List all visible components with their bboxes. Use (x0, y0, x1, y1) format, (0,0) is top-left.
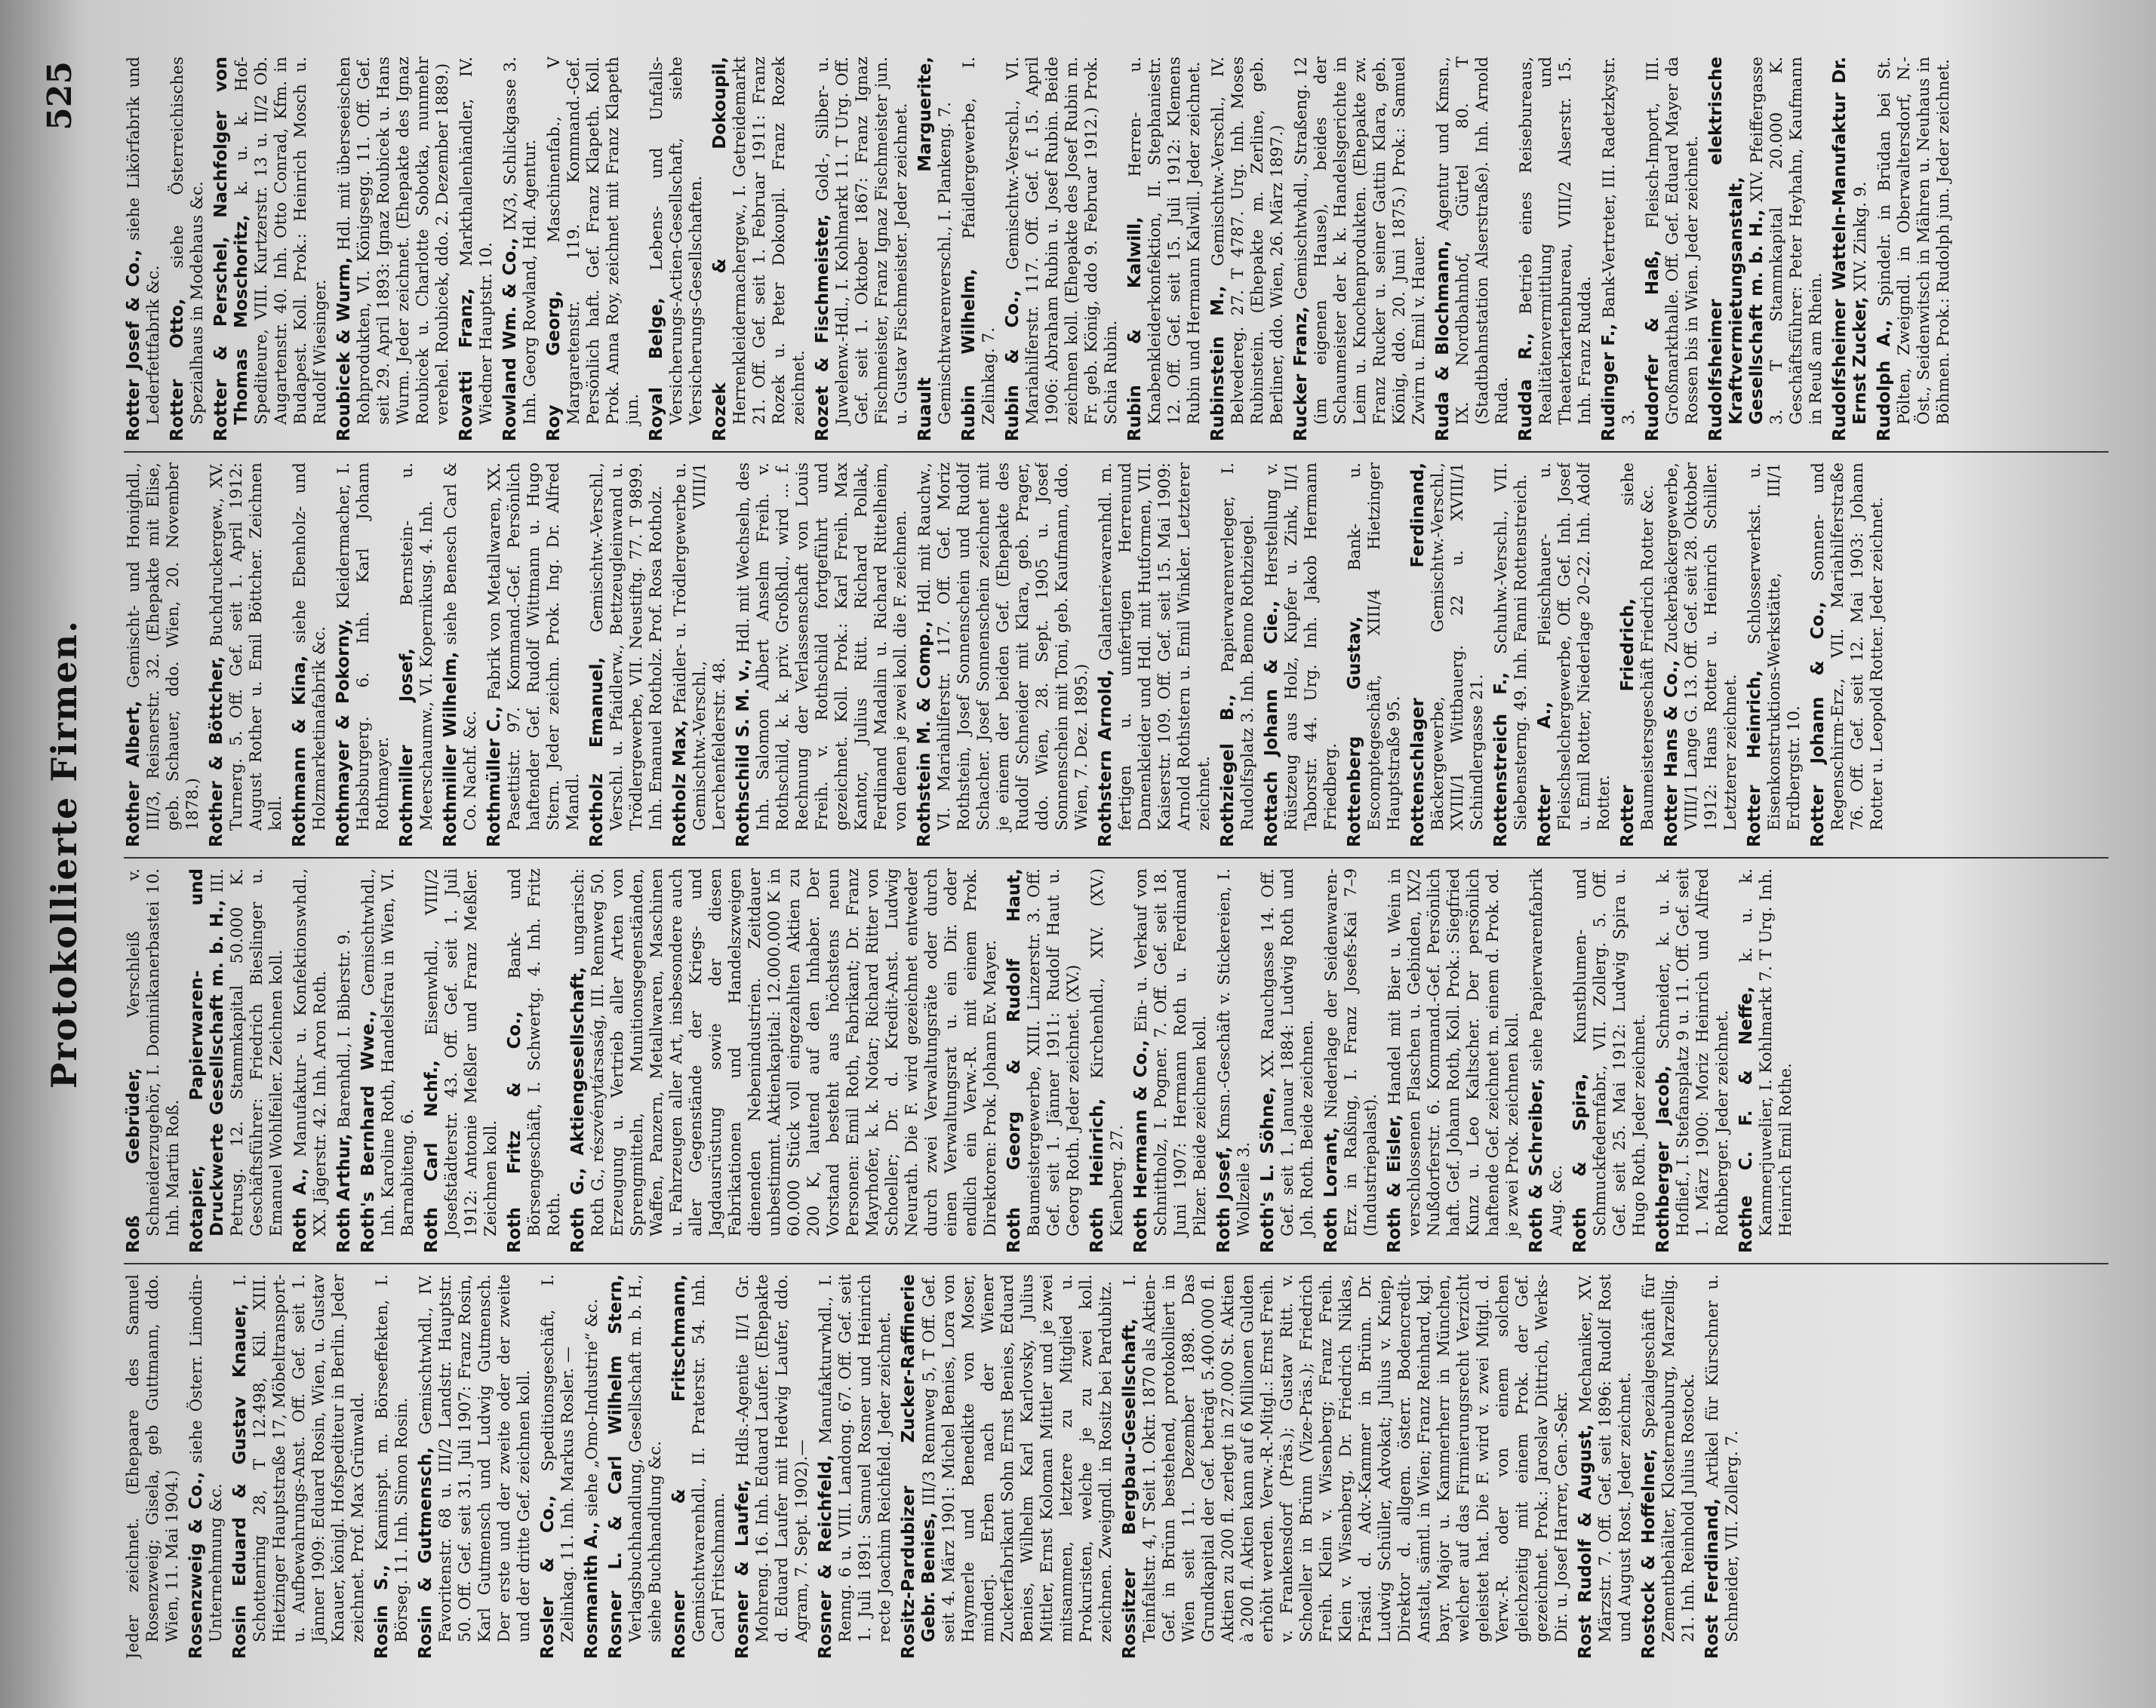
firm-entry (334, 462, 393, 847)
firm-entry (1599, 57, 1639, 441)
firm-description: Barenhdl., I. Biberstr. 9. (334, 929, 354, 1129)
firm-name: Rottenstreich F., (1490, 672, 1511, 847)
firm-description: Herren- u. Knabenkleiderkonfektion, II. Stephaniestr. 12. Off. Gef. seit 15. Juli 1912: Klemens Rubin und Hermann Kalwill. Jeder zeichnet. (1125, 57, 1204, 425)
firm-description: Spindelr. in Brüdan bei St. Pölten, Zweigndl. in Oberwaltersdorf, N.-Öst., Seidenwitsch in Mähren u. Neuhaus in Böhmen. Prok.: Rudolph jun. Jeder zeichnet. (1875, 57, 1953, 425)
firm-name: Rothschild S. M. v., (733, 658, 753, 847)
firm-entry (1218, 462, 1258, 847)
firm-description: Baumeistergewerbe, XIII. Linzerstr. 3. Off. Gef. seit 1. Jänner 1911: Rudolf Haut u. Georg Roth. Jeder zeichnet. (XV.) (1024, 868, 1083, 1236)
firm-description: Speditionsgeschäft, I. Zelinkag. 11. Inh. Markus Rosler. — (538, 1274, 577, 1642)
firm-entry (168, 57, 208, 441)
firm-name: Roth & Schreiber, (1526, 1078, 1546, 1253)
firm-name: Rottenschlager Ferdinand, (1407, 462, 1428, 847)
firm-description: Gemischtwarenverschl., I. Plankeng. 7. (935, 102, 955, 425)
firm-name: Rosner L. & Carl Wilhelm Stern, (605, 1274, 626, 1659)
firm-name: Rosin Eduard & Gustav Knauer, (229, 1303, 250, 1659)
firm-description: Jeder zeichnet. (Ehepaare des Samuel Rosenzweig; Gisela, geb Guttmann, ddo. Wien, 11. Mai 1904.) (123, 1274, 182, 1659)
firm-description: Kunstblumen- und Schmuckfedernfabr., VII. Zollerg. 5. Off. Gef. seit 25. Mai 1912: Ludwig Spira u. Hugo Roth. Jeder zeichnet. (1570, 868, 1649, 1236)
firm-description: Gemischtw.-Verschl., Verschl. u. Pfaidlerw., Bettzeugleinwand u. Trödlergewerbe, VII. Neustiftg. 77. T 9899. Inh. Emanuel Rotholz. Prof. Rosa Rotholz. (587, 462, 666, 831)
firm-name: Roth Georg & Rudolf Haut, (1004, 868, 1024, 1253)
firm-entry (959, 57, 999, 441)
firm-entry (1706, 57, 1826, 441)
firm-name: Rothberger Jacob, (1653, 1065, 1673, 1253)
firm-description: siehe Österr. Limodin-Unternehmung &c. (186, 1274, 226, 1642)
firm-name: Roth Carl Nchf., (421, 1060, 441, 1253)
firm-description: Hdl. mit Rauchw., VI. Mariahilferstr. 117. Off. Gef. Moriz Rothstein, Josef Sonnenschein und Rudolf Schacher. Josef Sonnenschein zeichnet mit je einem der beiden Gef. (Ehepakte des Rudolf Schneider mit Klara, geb. Prager, ddo. Wien, 28. Sept. 1905 u. Josef Sonnenschein mit Toni, geb. Kaufmann, ddo. Wien, 7. Dez. 1895.) (915, 462, 1091, 831)
firm-name: Rudorfer & Haß, (1642, 250, 1662, 441)
firm-entry (1830, 57, 1871, 441)
firm-entry (1875, 57, 1954, 441)
firm-description: Hdls.-Agentie II/1 Gr. Mohreng. 16. Inh. Eduard Laufer. (Ehepakte d. Eduard Laufer mit Hedwig Laufer, ddo. Agram, 7. Sept. 1902).— (733, 1274, 811, 1642)
firm-description: Fleisch-Import, III. Großmarkthalle. Off. Gef. Eduard Mayer da Rossen bis in Wien. Jeder zeichnet. (1643, 57, 1702, 425)
firm-description: III. Petrusg. 12. Stammkapital 50.000 K. Geschäftsführer: Friedrich Bieslinger u. Emanuel Wohlfeiler. Zeichnen koll. (208, 868, 286, 1236)
firm-entry (1618, 462, 1658, 847)
firm-name: Rotter Friedrich, (1617, 598, 1638, 847)
firm-entry (290, 462, 330, 847)
firm-description: Ein- u. Verkauf von Schnittholz, I. Pogner. 7. Off. Gef. seit 18. Juni 1907: Hermann Roth u. Ferdinand Pilzer. Beide zeichnen koll. (1131, 868, 1210, 1236)
firm-description: Handel mit Bier u. Wein in verschlossenen Flaschen u. Gebinden, IX/2 Nußdorferstr. 6. Kommand.-Gef. Persönlich haft. Gef. Johann Roth, Koll. Prok.: Siegfried Kunz u. Leo Kaltscher. Der persönlich haftende Gef. zeichnet m. einem d. Prok. od. je zwei Prok. zeichnen koll. (1385, 868, 1522, 1236)
firm-description: Bäckergewerbe, Gemischtw.-Verschl., XVIII/1 Wittbauerg. 22 u. XVIII/1 Schindlergasse 21. (1428, 462, 1487, 831)
firm-name: Rostock & Hoffelner, (1638, 1448, 1659, 1659)
firm-entry (1662, 462, 1741, 847)
firm-description: siehe Benesch Carl & Co. Nachf. &c. (441, 462, 480, 831)
firm-description: Spezialgeschäft für Zementbehälter, Klosterneuburg, Marzellig. 21. Inh. Reinhold Julius Rostock. (1639, 1274, 1698, 1642)
firm-name: Rother & Böttcher, (206, 656, 226, 847)
firm-description: siehe „Omo-Industrie“ &c. (582, 1298, 601, 1517)
firm-description: Kleidermacher, I. Habsburgerg. 6. Inh. Karl Johann Rothmayer. (334, 462, 392, 831)
firm-name: Rudda R., (1515, 333, 1536, 441)
firm-name: Rudinger F., (1598, 323, 1619, 441)
firm-name: Rotter & Perschel, Nachfolger von Thomas Moschoritz, (211, 57, 251, 441)
firm-entry (1125, 57, 1204, 441)
firm-name: Rudolfsheimer Watteln-Manufaktur Dr. Ernst Zucker, (1829, 57, 1870, 441)
firm-name: Roth G., Aktiengesellschaft, (567, 966, 588, 1253)
firm-entry (422, 868, 501, 1253)
firm-description: Gold-, Silber- u. Juwelenw.-Hdl., I. Kohlmarkt 11. T Urg. Off. Gef. seit 1. Oktober 1867: Franz Ignaz Fischmeister, Franz Ignaz Fischmeister jun. u. Gustav Fischmeister. Jeder zeichnet. (813, 57, 911, 425)
firm-entry (1491, 462, 1531, 847)
firm-name: Ruault Marguerite, (915, 57, 935, 441)
firm-entry (500, 57, 540, 441)
firm-description: Galanteriewarenhdl. m. fertigen u. unfertigen Herrenund Damenkleider und Hdl. mit Hutformen, VII. Kaiserstr. 109. Off. Gef. seit 15. Mai 1909: Arnold Rothstern u. Emil Winkler. Letzterer zeichnet. (1096, 462, 1213, 831)
directory-columns (124, 43, 2116, 1665)
firm-description: Gemischtwarenhdl., II. Praterstr. 54. Inh. Carl Fritschmann. (689, 1274, 728, 1642)
firm-description: Herstellung v. Rüstzeug aus Holz, Kupfer u. Zink, II/1 Taborstr. 44. Urg. Inh. Jakob Hermann Friedberg. (1262, 462, 1340, 831)
firm-entry (813, 57, 912, 441)
directory-column-3 (124, 462, 2108, 847)
firm-description: Gemischtw.-Verschl., VI. Mariahilferstr. 117. Off. Gef. f. 15. April 1906: Abraham Rubin u. Josef Rubin. Beide zeichnen koll. (Ehepakte des Josef Rubin m. Fr. geb. König, ddo 9. Februar 1912.) Prok. Schia Rubin. (1003, 57, 1121, 425)
firm-entry (710, 57, 809, 441)
firm-description: XIV. Pfeiffergasse 3. T Stammkapital 20.000 K. Geschäftsführer: Peter Heyhahn, Kaufmann in Reuß am Rhein. (1747, 57, 1825, 425)
firm-name: Rottach Johann & Cie., (1261, 600, 1281, 847)
firm-entry (207, 462, 286, 847)
firm-name: Rotter Hans & Co., (1661, 659, 1681, 847)
firm-name: Rosin & Gutmensch, (415, 1446, 435, 1659)
firm-entry (899, 1274, 1116, 1659)
firm-entry (606, 1274, 666, 1659)
firm-description: IX/3, Schlickgasse 3. Inh. Georg Rowland, Hdl. Agentur. (500, 57, 540, 425)
firm-entry (441, 462, 481, 847)
firm-name: Rotholz Emanuel, (586, 656, 607, 847)
firm-entry (334, 57, 453, 441)
firm-description: ungarisch: Roth G., részvénytársaság, III. Rennweg 50. Erzeugung u. Vertrieb aller Arten von Sprengmitteln, Munitionsgegenständen, Waffen, Panzern, Metallwaren, Maschinen u. Fahrzeugen aller Art, insbesondere auch aller Gegenstände der Kriegs- und Jagdausrüstung sowie der diesen Fabrikationen und Handelszweigen dienenden Nebenindustrien. Zeitdauer unbestimmt. Aktienkapital: 12.000.000 K in 60.000 Stück voll eingezahlten Aktien zu 200 K, lautend auf den Inhaber. Der Vorstand besteht aus höchstens neun Personen: Emil Roth, Fabrikant; Dr. Franz Mayrhofer, k. k. Notar; Richard Ritter von Schoeller; Dr. d. Kredit-Anst. Ludwig Neurath. Die F. wird gezeichnet entweder durch zwei Verwaltungsräte oder durch einen Verwaltungsrat u. ein Dir. oder endlich ein Verw.-R. mit einem Prok. Direktoren: Prok. Johann Ev. Mayer. (568, 868, 1000, 1236)
firm-description: Sonnen- und Regenschirm-Erz., VII. Mariahilferstraße 76. Off. Gef. seit 12. Mai 1903: Johann Rotter u. Leopold Rotter. Jeder zeichnet. (1808, 462, 1887, 831)
firm-entry (1653, 868, 1733, 1253)
firm-description: Gemischtwhdl., Inh. Karoline Roth, Handelsfrau in Wien, VI. Barnabiteng. 6. (358, 868, 417, 1236)
firm-name: Roth's Bernhard Wwe., (358, 1010, 378, 1253)
firm-description: Kaminspt. m. Börseeffekten, I. Börseg. 11. Inh. Simon Rosin. (372, 1274, 411, 1642)
firm-name: Rotter Josef & Co., (123, 249, 143, 441)
firm-entry (733, 1274, 812, 1659)
firm-entry (1262, 462, 1341, 847)
firm-description: Lebens- und Unfalls-Versicherungs-Actien-Gesellschaft, siehe Versicherungs-Gesellschaften. (647, 57, 706, 425)
firm-description: siehe Papierwarenfabrik Aug. &c. (1527, 868, 1566, 1236)
firm-name: Rothmayer & Pokorny, (333, 619, 353, 847)
firm-name: Rotter A., (1534, 702, 1555, 847)
firm-description: Kirchenhdl., XIV. (XV.) Kienberg. 27. (1087, 868, 1127, 1236)
firm-name: Rothmiller Josef, (396, 648, 417, 847)
firm-description: Pfaidler- u. Trödlergewerbe u. Gemischtw.-Verschl., VIII/1 Lerchenfelderstr. 48. (670, 462, 729, 831)
firm-description: k. u. k. Kammerjuwelier, I. Kohlmarkt 7. T Urg. Inh. Heinrich Emil Rothe. (1736, 868, 1795, 1236)
firm-entry (544, 57, 643, 441)
page-title: Protokollierte Firmen. (43, 619, 85, 1089)
firm-entry (915, 57, 955, 441)
firm-name: Royal Belge, (646, 297, 666, 441)
firm-name: Roth Heinrich, (1087, 1098, 1107, 1253)
firm-name: Rothmüller C., (484, 705, 504, 847)
firm-entry (505, 868, 564, 1253)
firm-description: Bernstein- u. Meerschaumw., VI. Kopernikusg. 4. Inh. (397, 462, 436, 831)
firm-description: Eisenwhdl., VIII/2 Josefstädterstr. 43. Off. Gef. seit 1. Juli 1912: Antonie Meßler und Franz Meßler. Zeichnen koll. (422, 868, 500, 1236)
firm-description: Zuckerbäckergewerbe, VIII/1 Lange G. 13. Off. Gef. seit 28. Oktober 1912: Hans Rotter u. Heinrich Schiller. Letzterer zeichnet. (1662, 462, 1740, 831)
firm-description: XIV. Zinkg. 9. (1850, 181, 1870, 292)
firm-entry (1745, 462, 1804, 847)
firm-name: Rosin S., (371, 1564, 392, 1659)
firm-name: Rotholz Max, (669, 720, 690, 847)
firm-name: Roth's L. Söhne, (1257, 1086, 1278, 1253)
firm-name: Rubin & Co., (1002, 290, 1023, 441)
firm-description: Herrenkleidermachergew., I. Getreidemarkt 21. Off. Gef. seit 1. Februar 1911: Franz Rozek u. Peter Dokoupil. Franz Rozek zeichnet. (730, 57, 808, 425)
firm-name: Rotter Otto, (167, 298, 187, 441)
firm-description: Gemischtwhdl., Straßeng. 12 (im eigenen Hause), beides der Schaumeister der k. k. Handelsgerichte in Leim u. Knochenprodukten. (Ehepakte zw. Franz Rucker u. seiner Gattin Klara, geb. König, ddo. 20. Juni 1875.) Prok.: Samuel Zwirn u. Emil v. Hauer. (1291, 57, 1429, 425)
page-number: 525 (40, 61, 79, 131)
firm-description: siehe Likörfabrik und Lederfettfabrik &c. (124, 57, 163, 425)
firm-entry (1258, 868, 1318, 1253)
firm-description: k. u. k. Hof-Spediteure, VIII. Kurtzerstr. 13 u. II/2 Ob. Augartenstr. 40. Inh. Otto Conrad, Kfm. in Budapest. Koll. Prok.: Heinrich Mosch u. Rudolf Wiesinger. (232, 57, 330, 425)
firm-description: Maschinenfab., V Margaretenstr. 119. Kommand.-Gef. Persönlich haft. Gef. Franz Klapeth. Koll. Prok. Anna Roy, zeichnet mit Franz Klapeth jun. (544, 57, 642, 425)
firm-entry (1516, 57, 1595, 441)
firm-description: Niederlage der Seidenwaren-Erz. in Raßing, I. Franz Josefs-Kai 7–9 (Industriepalast). (1321, 868, 1380, 1236)
firm-name: Rowland Wm. & Co., (500, 238, 520, 441)
firm-name: Rosner & Reichfeld, (815, 1455, 835, 1659)
firm-entry (538, 1274, 578, 1659)
firm-name: Rothmann & Kina, (289, 655, 309, 847)
firm-name: Roß Gebrüder, (123, 1068, 143, 1253)
firm-entry (186, 1274, 226, 1659)
firm-name: Ruda & Blochmann, (1432, 240, 1453, 441)
firm-name: Roth Hermann & Co., (1130, 1040, 1151, 1253)
firm-entry (1643, 57, 1702, 441)
firm-description: Gemischt- und Honighdl., III/3, Reisnerstr. 32. (Ehepakte mit Elise, geb. Schauer, ddo. Wien, 20. November 1878.) (124, 462, 202, 831)
rotated-directory-page (26, 43, 2131, 1665)
firm-description: siehe Ebenholz- und Holzmarketinafabrik &c. (290, 462, 329, 831)
firm-description: Gemischtwhdl., IV. Favoritenstr. 68 u. III/2 Landstr. Hauptstr. 50. Off. Gef. seit 31. Juli 1907: Franz Rosin, Karl Gutmensch und Ludwig Gutmensch. Der erste und der zweite oder der zweite und der dritte Gef. zeichnen koll. (416, 1274, 534, 1642)
firm-description: III/3 Rennweg 5, T Off. Gef. seit 4. März 1901: Michel Benies, Lora von Haymerle und Benedikte von Moser, minderj. Erben nach der Wiener Zuckerfabrikant Sohn Ernst Benies, Eduard Benies, Wilhelm Karl Karlovsky, Julius Mittler, Ernst Koloman Mittler und je zwei mitsammen, letztere zu Mitglied u. Prokuristen, welche je zu zwei koll. zeichnen. Zweigndl. in Rositz bei Pardubitz. (919, 1274, 1115, 1642)
firm-name: Rost Ferdinand, (1702, 1498, 1722, 1659)
firm-entry (1527, 868, 1567, 1253)
firm-entry (230, 1274, 368, 1659)
firm-name: Roy Georg, (543, 290, 564, 441)
firm-description: Schuhw.-Verschl., VII. Siebensterng. 49. Inh. Fanni Rottenstreich. (1491, 462, 1530, 831)
firm-name: Rotter Johann & Co., (1807, 601, 1828, 847)
column-divider (124, 1263, 2108, 1264)
firm-entry (1639, 1274, 1699, 1659)
firm-entry (124, 1274, 183, 1659)
firm-name: Rositz-Pardubizer Zucker-Raffinerie Gebr. Benies, (898, 1274, 939, 1659)
firm-entry (1003, 57, 1121, 441)
firm-entry (124, 868, 183, 1253)
firm-description: siehe Baumeistersgeschäft Friedrich Rotter &c. (1618, 462, 1657, 831)
firm-name: Rosenzweig & Co., (186, 1471, 206, 1659)
firm-name: Rucker Franz, (1290, 306, 1311, 441)
firm-description: XX. Rauchgasse 14. Off. Gef. seit 1. Januar 1884: Ludwig Roth und Joh. Roth. Beide zeichnen. (1258, 868, 1317, 1236)
firm-entry (358, 868, 418, 1253)
firm-description: Bank- u. Escomptegeschäft, XIII/4 Hietzinger Hauptstraße 95. (1345, 462, 1404, 831)
firm-entry (647, 57, 706, 441)
firm-entry (669, 1274, 729, 1659)
firm-name: Rubinstein M., (1207, 285, 1228, 441)
firm-name: Rozek & Dokoupil, (709, 57, 730, 441)
firm-name: Roth A., (290, 1168, 310, 1253)
firm-name: Rother Albert, (123, 700, 143, 847)
firm-entry (1120, 1274, 1572, 1659)
firm-description: Hdl. mit Wechseln, des Inh. Salomon Albert Anselm Freih. v. Rothschild, k. k. priv. Großhdl., wird ... f. Rechnung der Verlassenschaft von Louis Freih. v. Rothschild fortgeführt und gezeichnet. Koll. Prok.: Karl Freih. Max Kantor, Julius Ritt. Richard Pollak, Ferdinand Madalin u. Richard Rittelheim, von denen je zwei koll. die F. zeichnen. (734, 462, 910, 831)
firm-entry (187, 868, 287, 1253)
firm-entry (670, 462, 730, 847)
firm-description: Mechaniker, XV. Märzstr. 7. Off. Gef. seit 1896: Rudolf Rost und August Rost. Jeder zeichnet. (1576, 1274, 1635, 1642)
firm-description: Kmsn.-Geschäft v. Stickereien, I. Wollzeile 3. (1214, 868, 1253, 1236)
firm-entry (124, 462, 203, 847)
firm-description: Markthallenhändler, IV. Wiedner Hauptstr. 10. (457, 57, 496, 425)
firm-name: Rost Rudolf & August, (1575, 1424, 1595, 1659)
firm-description: Betrieb eines Reisebureaus, Realitätenvermittlung und Theaterkartenbureau, VIII/2 Alserstr. 15. Inh. Franz Rudda. (1516, 57, 1595, 425)
firm-entry (1345, 462, 1404, 847)
firm-name: Rothstein M. & Comp., (914, 620, 934, 847)
firm-entry (1131, 868, 1210, 1253)
firm-name: Rudolph A., (1874, 319, 1894, 441)
firm-entry (1096, 462, 1214, 847)
firm-name: Rozet & Fischmeister, (812, 214, 832, 441)
firm-entry (1808, 462, 1887, 847)
firm-description: Bank-Vertreter, III. Radetzkystr. 3. (1599, 57, 1638, 425)
firm-entry (1087, 868, 1127, 1253)
firm-entry (582, 1274, 602, 1659)
firm-name: Roth Fritz & Co., (504, 1011, 524, 1253)
firm-name: Rothziegel B., (1217, 694, 1238, 847)
firm-entry (1736, 868, 1796, 1253)
firm-name: Rosner & Laufer, (732, 1479, 752, 1659)
firm-entry (1291, 57, 1429, 441)
firm-entry (334, 868, 355, 1253)
firm-name: Rosler & Co., (537, 1494, 558, 1659)
firm-description: Pfaidlergewerbe, I. Zelinkag. 7. (959, 57, 998, 425)
firm-entry (416, 1274, 534, 1659)
firm-description: Fabrik von Metallwaren, XX. Pasettistr. 97. Kommand.-Gef. Persönlich haftender Gef. Rudolf Wittmann u. Hugo Stern. Jeder zeichn. Prok. Ing. Dr. Alfred Mandl. (484, 462, 583, 831)
firm-entry (1208, 57, 1287, 441)
firm-name: Roth & Eisler, (1384, 1114, 1404, 1253)
firm-name: Rothe C. F. & Neffe, (1736, 986, 1756, 1253)
firm-name: Rosner & Fritschmann, (669, 1274, 689, 1659)
firm-description: I. Teinfaltstr. 4, T Seit 1. Oktr. 1870 als Aktien-Gef. in Brünn bestehend, protokolliert in Wien seit 11. Dezember 1898. Das Grundkapital der Gef. beträgt 5.400.000 fl. Aktien zu 200 fl. zerlegt in 27.000 St. Aktien à 200 fl. Aktien kann auf 6 Millionen Gulden erhöht werden. Verw.-R.-Mitgl.: Ernst Freih. v. Frankensdorf (Präs.); Gustav Ritt. v. Schoeller in Brünn (Vize-Präs.); Friedrich Freih. Klein v. Wisenberg; Franz Freih. Klein v. Wisenberg, Dr. Friedrich Niklas, Präsid. d. Adv.-Kammer in Brünn. Dr. Ludwig Schüller, Advokat; Julius v. Kniep, Direktor d. allgem. österr. Bodencredit-Anstalt, sämtl. in Wien; Franz Reinhard, kgl. bayr. Major u. Kammerherr in München, welcher auf das Firmierungsrecht Verzicht geleistet hat. Die F. wird v. zwei Mitgl. d. Verw.-R. oder von einem solchen gleichzeitig mit einem Prok. der Gef. gezeichnet. Prok.: Jaroslav Dittrich, Werks-Dir. u. Josef Harrer, Gen.-Sekr. (1120, 1274, 1571, 1642)
firm-description: Verschleiß v. Schneiderzugehör, I. Dominikanerbastei 10. Inh. Martin Roß. (124, 868, 183, 1236)
firm-description: Fleischhauer- u. Fleischselchergewerbe, Off. Gef. Inh. Josef u. Emil Rotter, Niederlage 20–22. Inh. Adolf Rotter. (1535, 462, 1613, 831)
firm-entry (1385, 868, 1523, 1253)
firm-description: Manufaktur- u. Konfektionswhdl., XX. Jägerstr. 42. Inh. Aron Roth. (291, 868, 330, 1236)
firm-name: Roth Josef, (1213, 1146, 1234, 1253)
firm-name: Rossitzer Bergbau-Gesellschaft, (1119, 1318, 1140, 1659)
firm-description: Manufakturwhdl., I. Renng. 6 u. VIII. Landong. 67. Off. Gef. seit 1. Juli 1891: Samuel Rosner und Heinrich recte Joachim Reichfeld. Jeder zeichnet. (816, 1274, 894, 1642)
firm-name: Rotapier, Papierwaren- und Druckwerte Gesellschaft m. b. H., (186, 868, 227, 1253)
firm-description: siehe Österreichisches Spezialhaus in Modehaus &c. (168, 57, 207, 425)
directory-column-2 (124, 868, 2108, 1253)
firm-entry (1570, 868, 1650, 1253)
firm-entry (372, 1274, 412, 1659)
firm-description: Buchdruckergew., XV. Turnerg. 5. Off. Gef. seit 1. April 1912: August Rother u. Emil Böttcher. Zeichnen koll. (207, 462, 285, 831)
page-header (26, 43, 116, 1665)
firm-name: Rovatti Franz, (456, 287, 476, 441)
firm-description: Artikel für Kürschner u. Schneider, VII. Zollerg. 7. (1702, 1274, 1742, 1642)
firm-description: Hdl. mit überseeischen Rohprodukten, VI. Königsegg. 11. Off. Gef. seit 29. April 1893: Ignaz Roubicek u. Hans Wurm. Jeder zeichnet. (Ehepakte des Ignaz Roubicek u. Charlotte Sobotka, nunmehr verehel. Roubicek, ddo. 2. Dezember 1889.) (334, 57, 452, 425)
firm-name: Rothstern Arnold, (1095, 669, 1115, 847)
firm-entry (457, 57, 497, 441)
firm-entry (587, 462, 666, 847)
firm-description: Schneider, k. u. k. Hoflief., I. Stefansplatz 9 u. 11. Off. Gef. seit 1. März 1900: Moriz Heinrich und Alfred Rothberger. Jeder zeichnet. (1653, 868, 1732, 1236)
firm-description: Verlagsbuchhandlung, Gesellschaft m. b. H., siehe Buchhandlung &c. (626, 1274, 665, 1642)
firm-entry (1433, 57, 1512, 441)
firm-name: Rottenberg Gustav, (1344, 616, 1364, 847)
firm-description: Bank- und Börsengeschäft, I. Schwertg. 4. Inh. Fritz Roth. (505, 868, 564, 1236)
firm-entry (1702, 1274, 1742, 1659)
firm-entry (397, 462, 437, 847)
firm-entry (734, 462, 911, 847)
firm-description: Schlosserwerkst. u. Eisenkonstruktions-Werkstätte, III/1 Erdbergstr. 10. (1745, 462, 1804, 831)
firm-entry (1535, 462, 1614, 847)
firm-entry (291, 868, 331, 1253)
firm-name: Rudolfsheimer elektrische Kraftvermietungsanstalt, Gesellschaft m. b. H., (1705, 57, 1767, 441)
firm-entry (484, 462, 583, 847)
firm-name: Rothmiller Wilhelm, (440, 651, 460, 847)
firm-description: I. Schottenring 28, T 12.498, Kil. XIII. Hietzinger Hauptstraße 17, Möbeltransport- u. Aufbewahrungs-Anst. Off. Gef. seit 1. Jänner 1909: Eduard Rosin, Wien, u. Gustav Knauer, königl. Hofspediteur in Berlin. Jeder zeichnet. Prof. Max Grünwald. (230, 1274, 368, 1642)
firm-name: Roubicek & Wurm, (334, 257, 354, 441)
firm-entry (1214, 868, 1254, 1253)
firm-description: Gemischtw.-Verschl., IV. Belvedereg. 27. T 4787. Urg. Inh. Moses Rubinstein. (Ehepakte m. Zerline, geb. Berliner, ddo. Wien, 26. März 1897.) (1208, 57, 1287, 425)
firm-name: Rosmanith A., (581, 1521, 601, 1659)
firm-entry (915, 462, 1092, 847)
firm-entry (211, 57, 331, 441)
firm-entry (816, 1274, 895, 1659)
firm-name: Roth & Spira, (1570, 1073, 1590, 1253)
firm-entry (1408, 462, 1487, 847)
firm-entry (1576, 1274, 1635, 1659)
firm-entry (1004, 868, 1084, 1253)
firm-description: Papierwarenverleger, I. Rudolfsplatz 3. Inh. Benno Rothziegel. (1218, 462, 1257, 831)
column-divider (124, 451, 2108, 453)
firm-entry (124, 57, 164, 441)
directory-column-1 (124, 1274, 2108, 1659)
column-divider (124, 857, 2108, 859)
firm-entry (1321, 868, 1381, 1253)
firm-name: Rubin Wilhelm, (958, 268, 979, 441)
firm-name: Rubin & Kalwill, (1124, 217, 1145, 441)
firm-name: Roth Arthur, (334, 1133, 354, 1253)
firm-name: Rotter Heinrich, (1744, 670, 1764, 847)
firm-name: Roth Lorant, (1321, 1126, 1341, 1253)
directory-column-4 (124, 57, 2108, 441)
firm-description: Agentur und Kmsn., IX. Nordbahnhof, Gürtel 80. T (Stadtbahnstation Alserstraße). Inh. Arnold Ruda. (1433, 57, 1512, 425)
firm-entry (568, 868, 1001, 1253)
